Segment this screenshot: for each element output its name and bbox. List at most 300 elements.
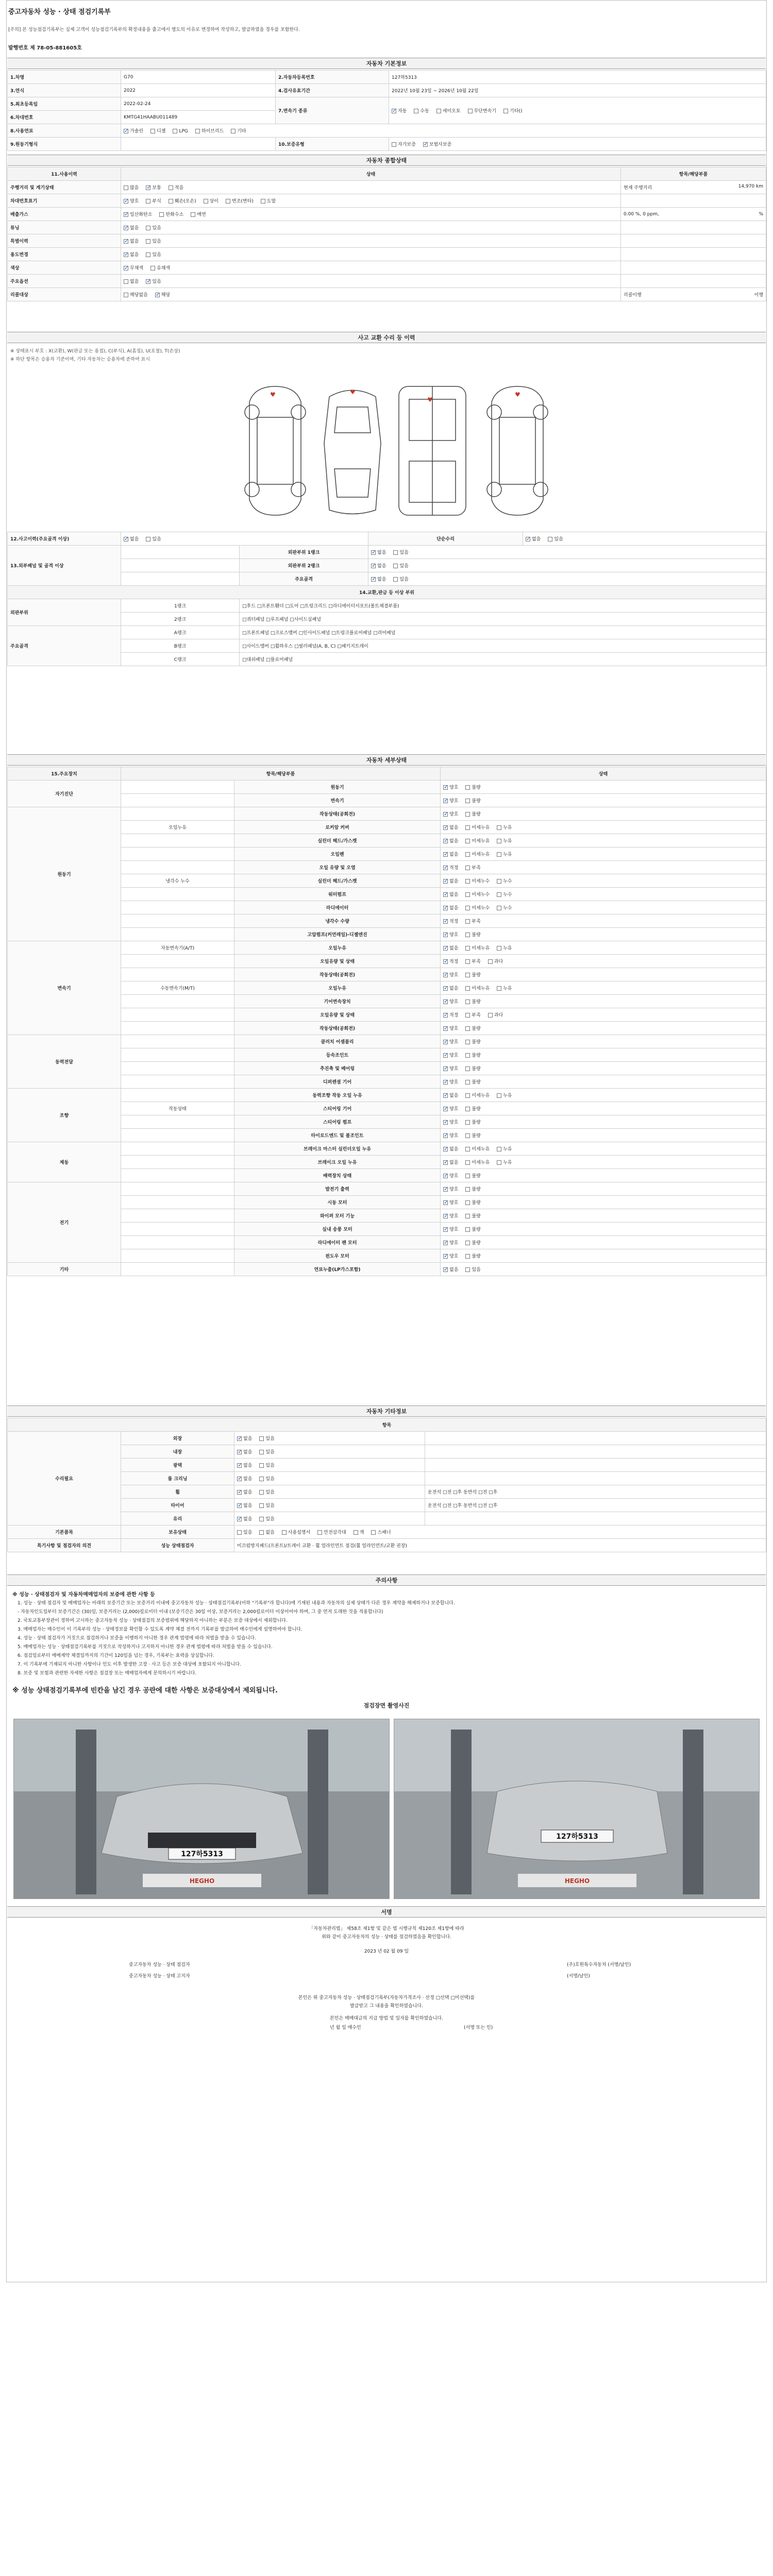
checkbox-icon[interactable]: [393, 550, 398, 555]
state-option[interactable]: [465, 1065, 480, 1072]
transmission-option[interactable]: [503, 107, 522, 114]
checkbox-icon[interactable]: [146, 537, 150, 541]
checkbox-icon[interactable]: [443, 1093, 448, 1098]
general-row-options[interactable]: [121, 234, 621, 248]
state-option[interactable]: [443, 1212, 458, 1219]
state-option[interactable]: [443, 1226, 458, 1232]
simple-repair-options[interactable]: [523, 532, 766, 546]
checkbox-icon[interactable]: [465, 1174, 470, 1178]
fuel-option[interactable]: [150, 127, 165, 134]
state-option[interactable]: [443, 1025, 458, 1031]
state-option[interactable]: [497, 877, 512, 884]
device-state-options[interactable]: [441, 981, 766, 995]
state-option[interactable]: [465, 971, 480, 978]
device-state-options[interactable]: [441, 1022, 766, 1035]
checkbox-icon[interactable]: [548, 537, 552, 541]
fuel-option[interactable]: [195, 127, 224, 134]
state-option[interactable]: [465, 958, 480, 964]
other-item-options[interactable]: [234, 1472, 425, 1485]
checkbox-icon[interactable]: [497, 946, 501, 951]
device-state-options[interactable]: [441, 995, 766, 1008]
checkbox-icon[interactable]: [465, 1227, 470, 1232]
checkbox-icon[interactable]: [146, 199, 150, 204]
state-option[interactable]: [443, 784, 458, 790]
checkbox-icon[interactable]: [465, 812, 470, 817]
checkbox-icon[interactable]: [443, 973, 448, 977]
transmission-options[interactable]: [389, 97, 766, 124]
state-option[interactable]: [465, 1118, 480, 1125]
general-option[interactable]: [124, 224, 139, 231]
other-item-options[interactable]: [234, 1499, 425, 1512]
checkbox-icon[interactable]: [237, 1436, 242, 1441]
device-state-options[interactable]: [441, 1062, 766, 1075]
checkbox-icon[interactable]: [443, 1267, 448, 1272]
other-item-options[interactable]: [234, 1432, 425, 1445]
checkbox-icon[interactable]: [259, 1477, 264, 1481]
device-state-options[interactable]: [441, 1249, 766, 1263]
checkbox-icon[interactable]: [443, 1214, 448, 1218]
checkbox-icon[interactable]: [124, 537, 128, 541]
state-option[interactable]: [465, 944, 490, 951]
checkbox-icon[interactable]: [393, 577, 398, 582]
state-option[interactable]: [465, 1252, 480, 1259]
checkbox-icon[interactable]: [468, 109, 473, 113]
checkbox-icon[interactable]: [465, 799, 470, 803]
state-option[interactable]: [443, 931, 458, 938]
checkbox-icon[interactable]: [371, 564, 376, 568]
checkbox-icon[interactable]: [195, 129, 200, 133]
checkbox-icon[interactable]: [259, 1530, 264, 1535]
device-state-options[interactable]: [441, 1008, 766, 1022]
buyer-sign[interactable]: (서명 또는 인): [464, 2025, 493, 2030]
device-state-options[interactable]: [441, 874, 766, 888]
state-option[interactable]: [465, 1159, 490, 1165]
state-option[interactable]: [465, 985, 490, 991]
general-option[interactable]: [124, 184, 139, 191]
part-items[interactable]: □후드 □프론트휀더 □도어 □트렁크리드 □라디에이터서포트(볼트체결부품): [240, 599, 766, 613]
state-option[interactable]: [497, 891, 512, 897]
other-option[interactable]: [237, 1462, 252, 1468]
checkbox-icon[interactable]: [497, 1160, 501, 1165]
transmission-option[interactable]: [392, 107, 407, 114]
transmission-option[interactable]: [468, 107, 496, 114]
state-option[interactable]: [465, 904, 490, 911]
checkbox-icon[interactable]: [443, 1053, 448, 1058]
state-option[interactable]: [465, 837, 490, 844]
checkbox-icon[interactable]: [465, 986, 470, 991]
checkbox-icon[interactable]: [443, 906, 448, 910]
checkbox-icon[interactable]: [497, 839, 501, 843]
checkbox-icon[interactable]: [497, 892, 501, 897]
other-option[interactable]: [237, 1515, 252, 1522]
state-option[interactable]: [443, 1145, 458, 1152]
state-option[interactable]: [465, 1226, 480, 1232]
state-option[interactable]: [443, 971, 458, 978]
general-row-options[interactable]: [121, 208, 621, 221]
checkbox-icon[interactable]: [465, 1026, 470, 1031]
other-option[interactable]: [237, 1448, 252, 1455]
state-option[interactable]: [465, 1239, 480, 1246]
general-option[interactable]: [155, 291, 170, 298]
device-state-options[interactable]: [441, 1182, 766, 1196]
device-state-options[interactable]: [441, 1169, 766, 1182]
checkbox-icon[interactable]: [465, 1147, 470, 1151]
checkbox-icon[interactable]: [392, 142, 396, 147]
state-option[interactable]: [465, 784, 480, 790]
checkbox-icon[interactable]: [497, 852, 501, 857]
state-option[interactable]: [443, 918, 458, 924]
checkbox-icon[interactable]: [124, 239, 128, 244]
checkbox-icon[interactable]: [465, 959, 470, 964]
device-state-options[interactable]: [441, 834, 766, 848]
checkbox-icon[interactable]: [317, 1530, 322, 1535]
general-row-options[interactable]: [121, 181, 621, 194]
state-option[interactable]: [443, 1239, 458, 1246]
checkbox-icon[interactable]: [231, 129, 236, 133]
checkbox-icon[interactable]: [488, 1013, 493, 1018]
checkbox-icon[interactable]: [465, 892, 470, 897]
state-option[interactable]: [443, 1038, 458, 1045]
accident-option[interactable]: [146, 535, 161, 542]
checkbox-icon[interactable]: [497, 1147, 501, 1151]
device-state-options[interactable]: [441, 1263, 766, 1276]
basic-item-option[interactable]: [354, 1529, 364, 1535]
general-row-options[interactable]: [121, 261, 621, 275]
checkbox-icon[interactable]: [465, 1187, 470, 1192]
checkbox-icon[interactable]: [150, 266, 155, 270]
checkbox-icon[interactable]: [443, 879, 448, 884]
checkbox-icon[interactable]: [146, 279, 150, 284]
general-row-options[interactable]: [121, 248, 621, 261]
state-option[interactable]: [443, 985, 458, 991]
general-option[interactable]: [124, 197, 139, 204]
checkbox-icon[interactable]: [443, 785, 448, 790]
checkbox-icon[interactable]: [443, 1200, 448, 1205]
state-option[interactable]: [465, 891, 490, 897]
checkbox-icon[interactable]: [124, 226, 128, 230]
state-option[interactable]: [443, 1065, 458, 1072]
general-option[interactable]: [169, 197, 196, 204]
state-option[interactable]: [443, 1185, 458, 1192]
checkbox-icon[interactable]: [443, 959, 448, 964]
checkbox-icon[interactable]: [465, 999, 470, 1004]
state-option[interactable]: [443, 864, 458, 871]
state-option[interactable]: [465, 824, 490, 831]
state-option[interactable]: [497, 824, 512, 831]
device-state-options[interactable]: [441, 807, 766, 821]
state-option[interactable]: [443, 1092, 458, 1098]
checkbox-icon[interactable]: [173, 129, 177, 133]
state-option[interactable]: [465, 1092, 490, 1098]
checkbox-icon[interactable]: [124, 185, 128, 190]
state-option[interactable]: [465, 931, 480, 938]
checkbox-icon[interactable]: [237, 1503, 242, 1508]
rank-option[interactable]: [371, 549, 386, 555]
state-option[interactable]: [497, 944, 512, 951]
state-option[interactable]: [443, 998, 458, 1005]
state-option[interactable]: [465, 810, 480, 817]
general-option[interactable]: [124, 278, 139, 284]
notifier-name[interactable]: (서명/날인): [567, 1974, 590, 1979]
checkbox-icon[interactable]: [261, 199, 265, 204]
general-option[interactable]: [226, 197, 254, 204]
checkbox-icon[interactable]: [465, 1080, 470, 1084]
checkbox-icon[interactable]: [465, 825, 470, 830]
state-option[interactable]: [443, 904, 458, 911]
state-option[interactable]: [443, 1105, 458, 1112]
device-state-options[interactable]: [441, 928, 766, 941]
accident-option[interactable]: [124, 535, 139, 542]
checkbox-icon[interactable]: [443, 866, 448, 870]
checkbox-icon[interactable]: [443, 1120, 448, 1125]
device-state-options[interactable]: [441, 1115, 766, 1129]
checkbox-icon[interactable]: [237, 1530, 242, 1535]
other-option[interactable]: [259, 1515, 274, 1522]
checkbox-icon[interactable]: [443, 1174, 448, 1178]
device-state-options[interactable]: [441, 781, 766, 794]
checkbox-icon[interactable]: [465, 1200, 470, 1205]
checkbox-icon[interactable]: [124, 129, 128, 133]
checkbox-icon[interactable]: [465, 933, 470, 937]
checkbox-icon[interactable]: [465, 1133, 470, 1138]
checkbox-icon[interactable]: [465, 1160, 470, 1165]
other-option[interactable]: [259, 1502, 274, 1509]
checkbox-icon[interactable]: [124, 266, 128, 270]
basic-items-options[interactable]: [234, 1526, 766, 1539]
checkbox-icon[interactable]: [259, 1490, 264, 1495]
checkbox-icon[interactable]: [237, 1450, 242, 1454]
state-option[interactable]: [443, 1011, 458, 1018]
general-option[interactable]: [150, 264, 170, 271]
checkbox-icon[interactable]: [393, 564, 398, 568]
repair-option[interactable]: [548, 535, 563, 542]
rank-options[interactable]: [368, 572, 766, 586]
checkbox-icon[interactable]: [124, 293, 128, 297]
checkbox-icon[interactable]: [443, 1160, 448, 1165]
rank-option[interactable]: [371, 575, 386, 582]
checkbox-icon[interactable]: [443, 1107, 448, 1111]
fuel-option[interactable]: [173, 129, 188, 134]
checkbox-icon[interactable]: [259, 1503, 264, 1508]
state-option[interactable]: [443, 824, 458, 831]
checkbox-icon[interactable]: [443, 1133, 448, 1138]
basic-item-option[interactable]: [282, 1529, 310, 1535]
general-row-options[interactable]: [121, 194, 621, 208]
other-item-options[interactable]: [234, 1445, 425, 1459]
checkbox-icon[interactable]: [443, 1040, 448, 1044]
general-option[interactable]: [124, 238, 139, 244]
checkbox-icon[interactable]: [443, 986, 448, 991]
checkbox-icon[interactable]: [465, 785, 470, 790]
checkbox-icon[interactable]: [443, 1080, 448, 1084]
checkbox-icon[interactable]: [354, 1530, 358, 1535]
basic-item-option[interactable]: [259, 1529, 274, 1535]
checkbox-icon[interactable]: [443, 812, 448, 817]
general-option[interactable]: [146, 278, 161, 284]
checkbox-icon[interactable]: [150, 129, 155, 133]
checkbox-icon[interactable]: [155, 293, 160, 297]
device-state-options[interactable]: [441, 1035, 766, 1048]
checkbox-icon[interactable]: [443, 919, 448, 924]
device-state-options[interactable]: [441, 968, 766, 981]
state-option[interactable]: [465, 1199, 480, 1206]
state-option[interactable]: [465, 1025, 480, 1031]
checkbox-icon[interactable]: [443, 839, 448, 843]
general-option[interactable]: [124, 251, 139, 258]
state-option[interactable]: [465, 1011, 480, 1018]
checkbox-icon[interactable]: [488, 959, 493, 964]
part-items[interactable]: □프론트패널 □크로스멤버 □인사이드패널 □트렁크플로어패널 □리어패널: [240, 626, 766, 639]
checkbox-icon[interactable]: [443, 999, 448, 1004]
state-option[interactable]: [497, 1159, 512, 1165]
checkbox-icon[interactable]: [146, 252, 150, 257]
state-option[interactable]: [465, 1185, 480, 1192]
checkbox-icon[interactable]: [371, 550, 376, 555]
checkbox-icon[interactable]: [146, 226, 150, 230]
state-option[interactable]: [443, 1252, 458, 1259]
general-option[interactable]: [124, 291, 148, 298]
checkbox-icon[interactable]: [436, 109, 441, 113]
state-option[interactable]: [497, 1145, 512, 1152]
checkbox-icon[interactable]: [465, 1241, 470, 1245]
state-option[interactable]: [465, 877, 490, 884]
checkbox-icon[interactable]: [465, 1267, 470, 1272]
device-state-options[interactable]: [441, 955, 766, 968]
other-option[interactable]: [237, 1475, 252, 1482]
device-state-options[interactable]: [441, 1142, 766, 1156]
device-state-options[interactable]: [441, 901, 766, 914]
state-option[interactable]: [497, 851, 512, 857]
part-items[interactable]: □대쉬패널 □플로어패널: [240, 653, 766, 666]
checkbox-icon[interactable]: [443, 1026, 448, 1031]
checkbox-icon[interactable]: [497, 825, 501, 830]
basic-item-option[interactable]: [237, 1529, 252, 1535]
checkbox-icon[interactable]: [259, 1450, 264, 1454]
state-option[interactable]: [465, 1038, 480, 1045]
warranty-options[interactable]: [389, 138, 766, 151]
device-state-options[interactable]: [441, 1196, 766, 1209]
state-option[interactable]: [443, 1052, 458, 1058]
general-option[interactable]: [261, 197, 276, 204]
other-option[interactable]: [259, 1462, 274, 1468]
state-option[interactable]: [488, 958, 503, 964]
state-option[interactable]: [443, 877, 458, 884]
accident-history-options[interactable]: [121, 532, 368, 546]
state-option[interactable]: [443, 851, 458, 857]
basic-item-option[interactable]: [317, 1529, 346, 1535]
general-row-options[interactable]: [121, 221, 621, 234]
device-state-options[interactable]: [441, 1209, 766, 1223]
checkbox-icon[interactable]: [497, 906, 501, 910]
general-option[interactable]: [146, 251, 161, 258]
state-option[interactable]: [465, 1078, 480, 1085]
checkbox-icon[interactable]: [204, 199, 208, 204]
checkbox-icon[interactable]: [465, 839, 470, 843]
device-state-options[interactable]: [441, 1156, 766, 1169]
device-state-options[interactable]: [441, 1075, 766, 1089]
state-option[interactable]: [488, 1011, 503, 1018]
device-state-options[interactable]: [441, 914, 766, 928]
general-option[interactable]: [124, 211, 152, 217]
device-state-options[interactable]: [441, 888, 766, 901]
rank-option[interactable]: [371, 562, 386, 569]
checkbox-icon[interactable]: [259, 1463, 264, 1468]
fuel-option[interactable]: [124, 127, 143, 134]
other-option[interactable]: [237, 1435, 252, 1442]
state-option[interactable]: [465, 1105, 480, 1112]
state-option[interactable]: [465, 1052, 480, 1058]
other-option[interactable]: [237, 1488, 252, 1495]
transmission-option[interactable]: [414, 107, 429, 114]
state-option[interactable]: [497, 985, 512, 991]
state-option[interactable]: [443, 1266, 458, 1273]
checkbox-icon[interactable]: [465, 1254, 470, 1259]
checkbox-icon[interactable]: [465, 879, 470, 884]
state-option[interactable]: [443, 797, 458, 804]
checkbox-icon[interactable]: [497, 1093, 501, 1098]
checkbox-icon[interactable]: [146, 185, 150, 190]
checkbox-icon[interactable]: [423, 142, 428, 147]
checkbox-icon[interactable]: [392, 109, 396, 113]
device-state-options[interactable]: [441, 1223, 766, 1236]
checkbox-icon[interactable]: [465, 1120, 470, 1125]
general-option[interactable]: [124, 264, 143, 271]
device-state-options[interactable]: [441, 821, 766, 834]
general-option[interactable]: [146, 224, 161, 231]
checkbox-icon[interactable]: [497, 986, 501, 991]
checkbox-icon[interactable]: [237, 1490, 242, 1495]
state-option[interactable]: [443, 1199, 458, 1206]
checkbox-icon[interactable]: [226, 199, 230, 204]
transmission-option[interactable]: [436, 107, 461, 114]
checkbox-icon[interactable]: [465, 919, 470, 924]
state-option[interactable]: [443, 1159, 458, 1165]
state-option[interactable]: [497, 837, 512, 844]
general-option[interactable]: [146, 238, 161, 244]
fuel-options[interactable]: [121, 124, 766, 138]
state-option[interactable]: [465, 1172, 480, 1179]
state-option[interactable]: [443, 1118, 458, 1125]
checkbox-icon[interactable]: [443, 933, 448, 937]
device-state-options[interactable]: [441, 794, 766, 807]
checkbox-icon[interactable]: [259, 1517, 264, 1521]
general-option[interactable]: [146, 197, 161, 204]
checkbox-icon[interactable]: [191, 212, 195, 217]
device-state-options[interactable]: [441, 1089, 766, 1102]
checkbox-icon[interactable]: [443, 799, 448, 803]
basic-item-option[interactable]: [371, 1529, 391, 1535]
device-state-options[interactable]: [441, 861, 766, 874]
checkbox-icon[interactable]: [465, 1066, 470, 1071]
checkbox-icon[interactable]: [237, 1463, 242, 1468]
state-option[interactable]: [443, 958, 458, 964]
checkbox-icon[interactable]: [169, 185, 173, 190]
checkbox-icon[interactable]: [465, 1214, 470, 1218]
other-option[interactable]: [237, 1502, 252, 1509]
part-items[interactable]: □쿼터패널 □루프패널 □사이드실패널: [240, 613, 766, 626]
general-row-options[interactable]: [121, 288, 621, 301]
state-option[interactable]: [443, 810, 458, 817]
device-state-options[interactable]: [441, 1102, 766, 1115]
checkbox-icon[interactable]: [465, 1053, 470, 1058]
part-items[interactable]: □사이드멤버 □휠하우스 □필러패널(A, B, C) □패키지트레이: [240, 639, 766, 653]
device-state-options[interactable]: [441, 941, 766, 955]
checkbox-icon[interactable]: [465, 946, 470, 951]
checkbox-icon[interactable]: [465, 852, 470, 857]
state-option[interactable]: [443, 1078, 458, 1085]
warranty-option[interactable]: [423, 141, 451, 147]
checkbox-icon[interactable]: [371, 1530, 376, 1535]
